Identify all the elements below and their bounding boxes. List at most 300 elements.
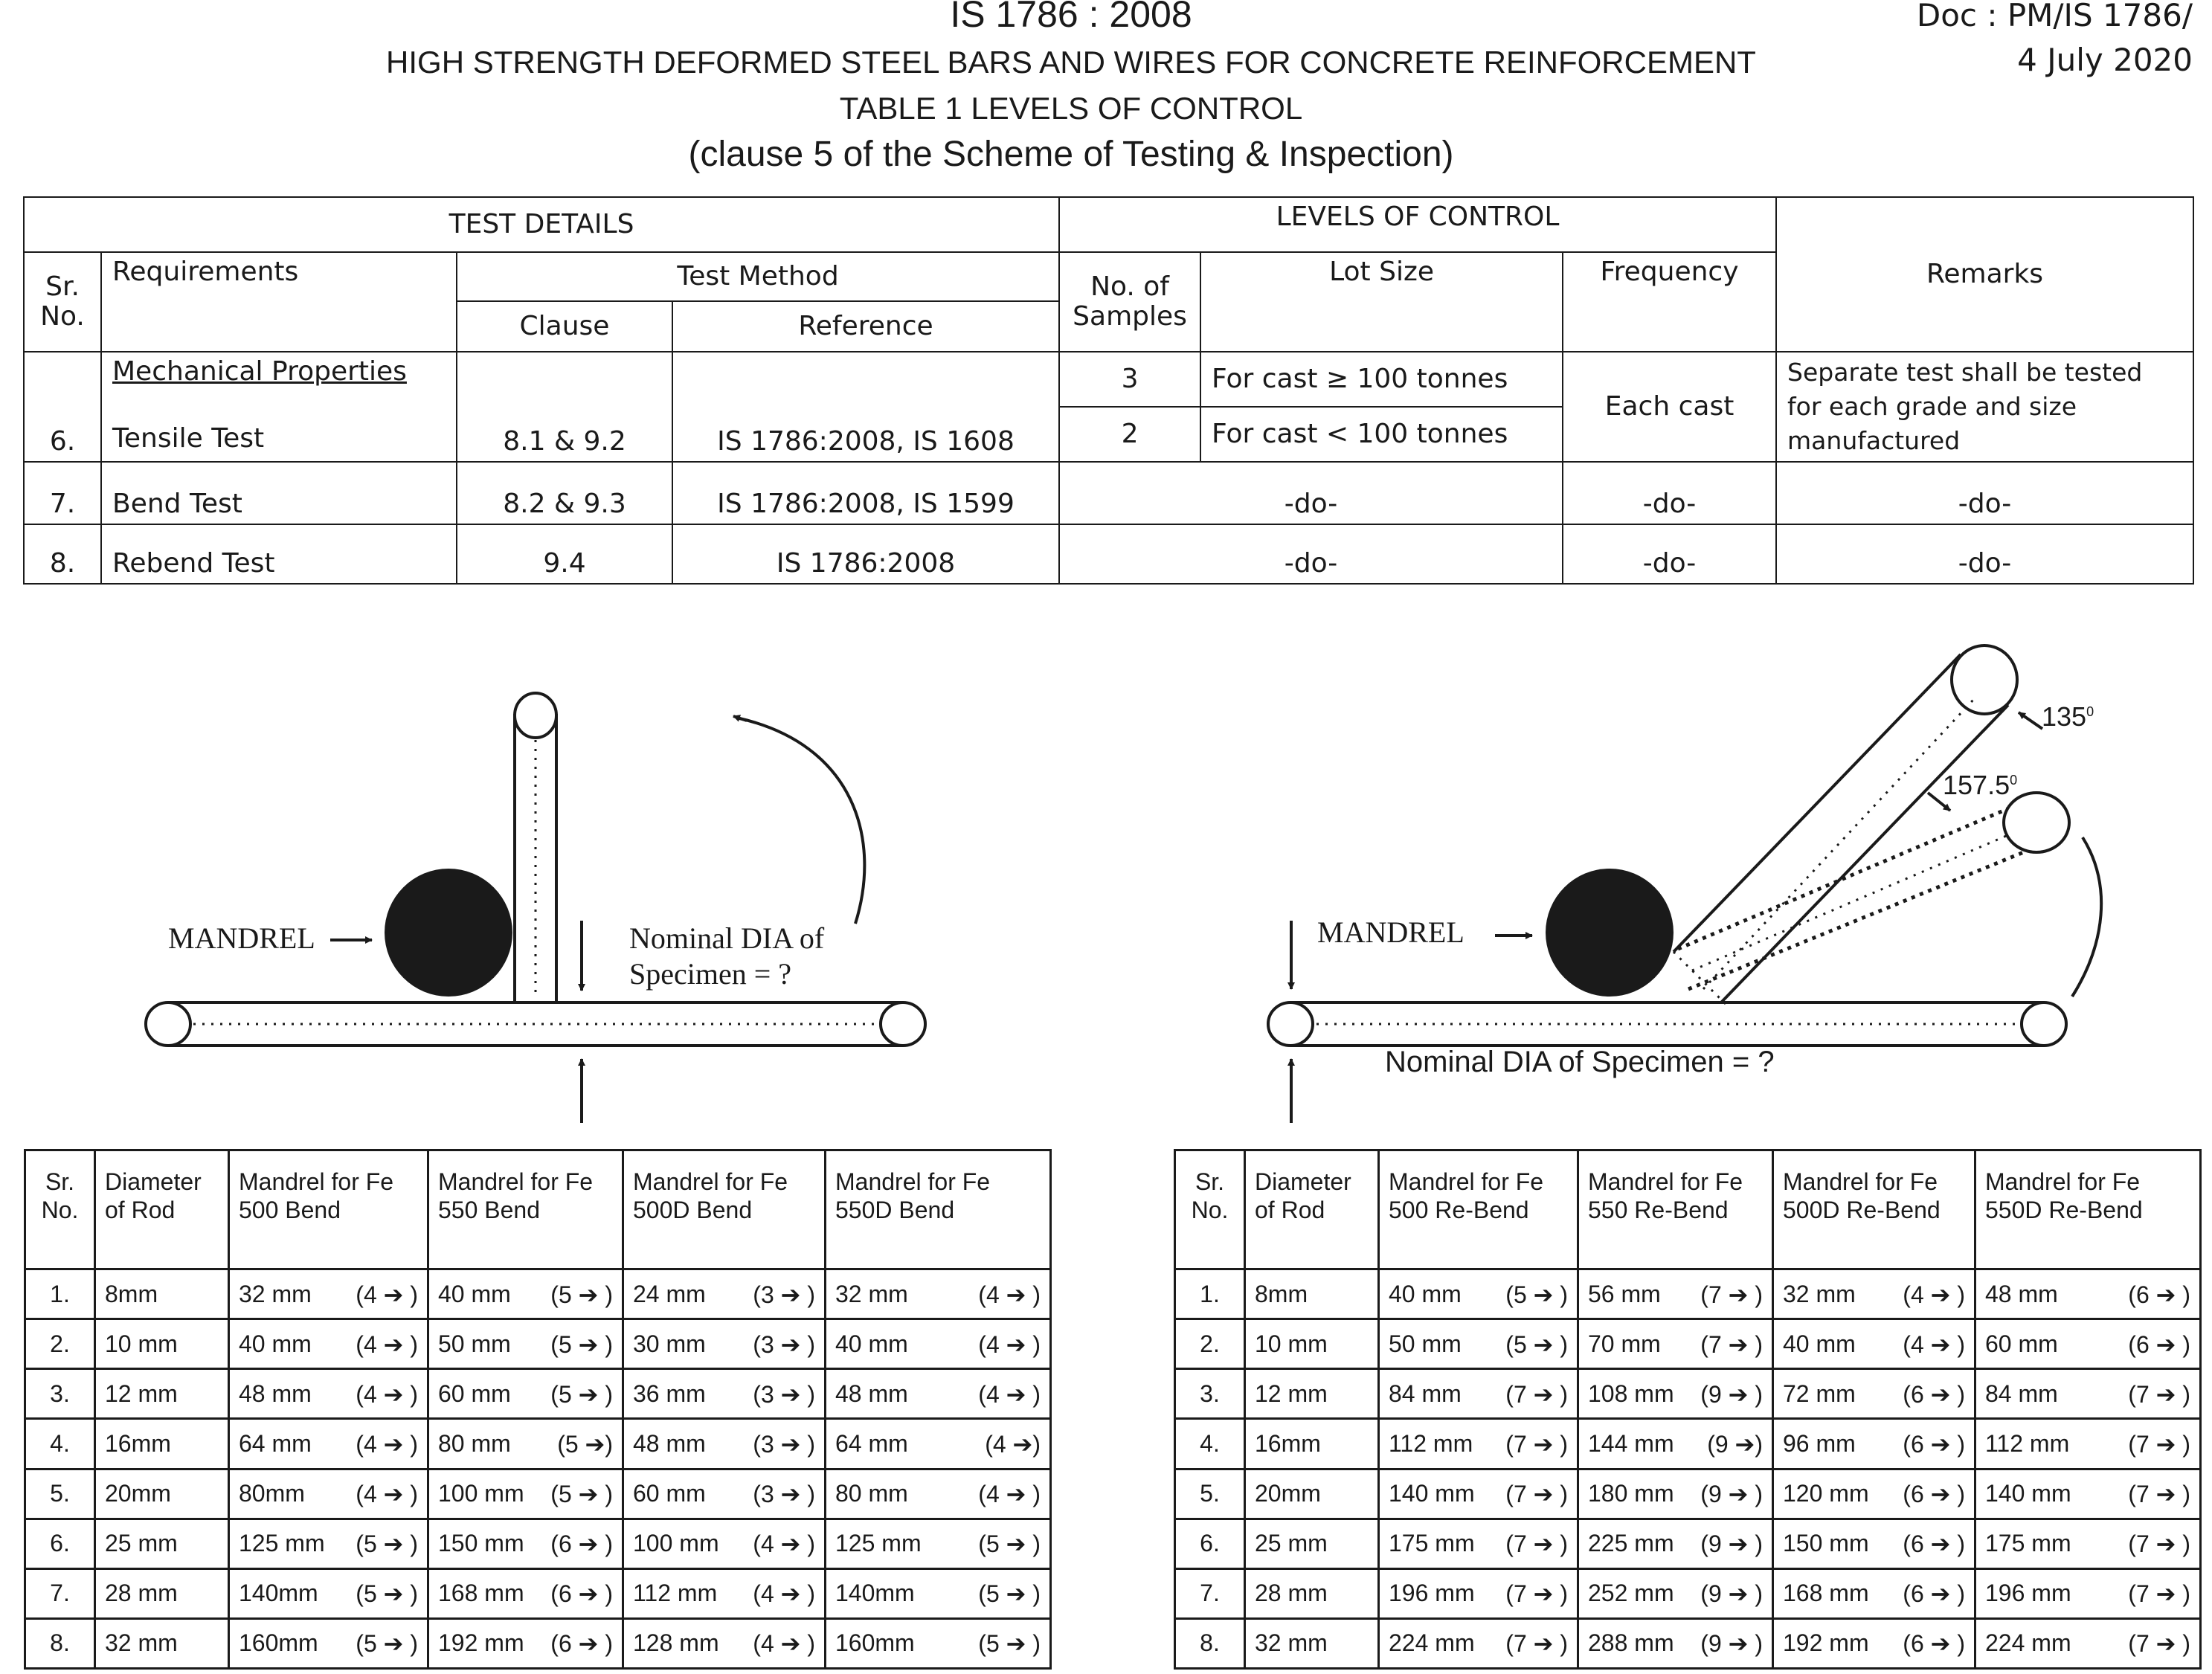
mandrel-disc bbox=[385, 869, 512, 997]
diameter-multiplier: (6 ➔ ) bbox=[550, 1630, 613, 1658]
sr-cell: 6. bbox=[1175, 1519, 1245, 1568]
mandrel-size: 48 mm bbox=[835, 1380, 908, 1407]
column-header: Sr. No. bbox=[1175, 1150, 1245, 1269]
table-row bbox=[1175, 1319, 2201, 1369]
diameter-multiplier: (7 ➔ ) bbox=[1505, 1380, 1568, 1408]
row-8-frequency: -do- bbox=[1563, 524, 1776, 584]
mandrel-cell bbox=[1975, 1469, 2201, 1519]
table-row bbox=[25, 1269, 1051, 1319]
sr-cell: 7. bbox=[25, 1568, 95, 1618]
angle-135-label: $135^0$ bbox=[2042, 701, 2094, 732]
row-8-reference: IS 1786:2008 bbox=[672, 524, 1059, 584]
mandrel-size: 84 mm bbox=[1985, 1380, 2058, 1407]
table-row bbox=[1175, 1519, 2201, 1568]
header-lot-size: Lot Size bbox=[1200, 252, 1563, 352]
sr-cell: 3. bbox=[25, 1369, 95, 1419]
mandrel-cell bbox=[1975, 1618, 2201, 1668]
header-clause: Clause bbox=[457, 301, 672, 352]
document-title: HIGH STRENGTH DEFORMED STEEL BARS AND WIRES FOR CONCRETE REINFORCEMENT bbox=[386, 45, 1756, 80]
row-7-sr: 7. bbox=[24, 462, 101, 524]
mandrel-cell bbox=[1975, 1519, 2201, 1568]
row-6-remarks: Separate test shall be tested for each grade and size manufactured bbox=[1776, 352, 2193, 462]
rebend-mandrel-label: MANDREL bbox=[1317, 915, 1465, 949]
mandrel-cell bbox=[229, 1618, 428, 1668]
row-6-samples-a: 3 bbox=[1059, 352, 1200, 407]
bent-leg-end bbox=[515, 693, 556, 738]
mandrel-cell bbox=[1578, 1419, 1773, 1469]
diameter-multiplier: (7 ➔ ) bbox=[2128, 1430, 2190, 1458]
bend-dia-label-line2: Specimen = ? bbox=[629, 957, 792, 991]
diameter-multiplier: (7 ➔ ) bbox=[2128, 1481, 2190, 1508]
mandrel-size: 32 mm bbox=[835, 1280, 908, 1307]
table-row bbox=[25, 1618, 1051, 1668]
diameter-multiplier: (4 ➔ ) bbox=[1903, 1330, 1965, 1358]
header-no-of-samples: No. of Samples bbox=[1059, 252, 1200, 352]
mandrel-size: 108 mm bbox=[1588, 1380, 1674, 1407]
row-8-clause: 9.4 bbox=[457, 524, 672, 584]
mandrel-size: 40 mm bbox=[438, 1280, 511, 1307]
diameter-cell: 20mm bbox=[95, 1469, 229, 1519]
bend-mandrel-table bbox=[24, 1149, 1049, 1670]
mandrel-cell bbox=[623, 1269, 826, 1319]
row-8-requirement: Rebend Test bbox=[101, 524, 457, 584]
diameter-multiplier: (4 ➔ ) bbox=[978, 1281, 1041, 1308]
row-6-lot-a: For cast ≥ 100 tonnes bbox=[1200, 352, 1563, 407]
diameter-cell: 8mm bbox=[95, 1269, 229, 1319]
mandrel-size: 112 mm bbox=[633, 1580, 718, 1607]
mandrel-cell bbox=[623, 1519, 826, 1568]
sr-cell: 1. bbox=[1175, 1269, 1245, 1319]
mandrel-size: 112 mm bbox=[1985, 1429, 2070, 1457]
table-title: TABLE 1 LEVELS OF CONTROL bbox=[839, 91, 1303, 126]
diameter-multiplier: (4 ➔ ) bbox=[356, 1281, 418, 1308]
sr-cell: 8. bbox=[1175, 1618, 1245, 1668]
diameter-multiplier: (5 ➔ ) bbox=[978, 1630, 1041, 1658]
column-header: Mandrel for Fe 550 Bend bbox=[428, 1150, 623, 1269]
row-6-samples-b: 2 bbox=[1059, 407, 1200, 462]
diameter-multiplier: (4 ➔ ) bbox=[356, 1380, 418, 1408]
diameter-cell: 28 mm bbox=[1245, 1568, 1379, 1618]
diameter-multiplier: (5 ➔ ) bbox=[978, 1580, 1041, 1608]
angle-157-5-label: 157.5$^0$ bbox=[1943, 770, 2018, 800]
sr-cell: 3. bbox=[1175, 1369, 1245, 1419]
diameter-multiplier: (7 ➔ ) bbox=[2128, 1530, 2190, 1558]
mandrel-cell bbox=[1379, 1519, 1578, 1568]
mandrel-size: 225 mm bbox=[1588, 1530, 1674, 1557]
bend-mandrel-label: MANDREL bbox=[168, 921, 315, 955]
diameter-multiplier: (4 ➔ ) bbox=[753, 1630, 815, 1658]
row-6-requirement: Tensile Test bbox=[112, 423, 265, 454]
diameter-multiplier: (5 ➔) bbox=[557, 1430, 613, 1458]
table-row bbox=[1175, 1269, 2201, 1319]
diameter-multiplier: (7 ➔ ) bbox=[1700, 1330, 1763, 1358]
mandrel-size: 224 mm bbox=[1389, 1629, 1475, 1657]
diameter-multiplier: (5 ➔ ) bbox=[1505, 1281, 1568, 1308]
column-header: Sr. No. bbox=[25, 1150, 95, 1269]
mandrel-cell bbox=[428, 1469, 623, 1519]
mandrel-size: 120 mm bbox=[1783, 1480, 1869, 1507]
table-row bbox=[25, 1568, 1051, 1618]
diameter-cell: 8mm bbox=[1245, 1269, 1379, 1319]
mandrel-size: 252 mm bbox=[1588, 1580, 1674, 1607]
specimen-end-right bbox=[881, 1002, 925, 1046]
mandrel-cell bbox=[826, 1369, 1051, 1419]
row-8-sr: 8. bbox=[24, 524, 101, 584]
mandrel-size: 224 mm bbox=[1985, 1629, 2071, 1657]
row-6-frequency: Each cast bbox=[1563, 352, 1776, 462]
table-row bbox=[1175, 1568, 2201, 1618]
mandrel-cell bbox=[623, 1419, 826, 1469]
mandrel-size: 140mm bbox=[835, 1580, 915, 1607]
mandrel-cell bbox=[428, 1568, 623, 1618]
diameter-multiplier: (6 ➔ ) bbox=[1903, 1430, 1965, 1458]
diameter-multiplier: (6 ➔ ) bbox=[2128, 1281, 2190, 1308]
sr-cell: 5. bbox=[25, 1469, 95, 1519]
header-remarks: Remarks bbox=[1776, 197, 2193, 352]
row-6-sr: 6. bbox=[24, 352, 101, 462]
mandrel-size: 80 mm bbox=[835, 1480, 908, 1507]
mandrel-size: 60 mm bbox=[1985, 1330, 2058, 1357]
diameter-multiplier: (9 ➔ ) bbox=[1700, 1630, 1763, 1658]
row-7-reference: IS 1786:2008, IS 1599 bbox=[672, 462, 1059, 524]
rebend-specimen-end-right bbox=[2022, 1002, 2066, 1046]
diameter-multiplier: (3 ➔ ) bbox=[753, 1330, 815, 1358]
mandrel-cell bbox=[826, 1269, 1051, 1319]
header-levels-of-control: LEVELS OF CONTROL bbox=[1059, 197, 1776, 252]
diameter-multiplier: (4 ➔) bbox=[985, 1430, 1041, 1458]
diameter-multiplier: (6 ➔ ) bbox=[1903, 1380, 1965, 1408]
row-6-lot-b: For cast < 100 tonnes bbox=[1200, 407, 1563, 462]
mandrel-cell bbox=[428, 1519, 623, 1568]
sr-cell: 7. bbox=[1175, 1568, 1245, 1618]
mandrel-size: 140 mm bbox=[1389, 1480, 1475, 1507]
mandrel-cell bbox=[1773, 1568, 1975, 1618]
sr-cell: 4. bbox=[1175, 1419, 1245, 1469]
diameter-cell: 12 mm bbox=[1245, 1369, 1379, 1419]
table-row bbox=[25, 1469, 1051, 1519]
diameter-multiplier: (7 ➔ ) bbox=[1505, 1430, 1568, 1458]
row-7-remarks: -do- bbox=[1776, 462, 2193, 524]
mandrel-cell bbox=[1773, 1519, 1975, 1568]
diameter-multiplier: (4 ➔ ) bbox=[978, 1330, 1041, 1358]
clause-note: (clause 5 of the Scheme of Testing & Inspection) bbox=[688, 135, 1454, 174]
diameter-multiplier: (5 ➔ ) bbox=[550, 1330, 613, 1358]
mandrel-cell bbox=[1773, 1618, 1975, 1668]
table-row bbox=[25, 1419, 1051, 1469]
diameter-multiplier: (7 ➔ ) bbox=[1505, 1630, 1568, 1658]
mandrel-size: 80 mm bbox=[438, 1429, 511, 1457]
column-header: Mandrel for Fe 500 Re-Bend bbox=[1379, 1150, 1578, 1269]
mandrel-size: 128 mm bbox=[633, 1629, 719, 1657]
mandrel-cell bbox=[826, 1618, 1051, 1668]
mandrel-cell bbox=[1578, 1269, 1773, 1319]
row-7-levels: -do- bbox=[1059, 462, 1563, 524]
mandrel-cell bbox=[229, 1469, 428, 1519]
diameter-cell: 25 mm bbox=[95, 1519, 229, 1568]
diameter-multiplier: (7 ➔ ) bbox=[1505, 1530, 1568, 1558]
mandrel-size: 150 mm bbox=[438, 1530, 524, 1557]
diameter-multiplier: (5 ➔ ) bbox=[550, 1380, 613, 1408]
diameter-cell: 12 mm bbox=[95, 1369, 229, 1419]
diameter-cell: 16mm bbox=[1245, 1419, 1379, 1469]
header-requirements: Requirements bbox=[101, 252, 457, 352]
mandrel-size: 144 mm bbox=[1588, 1429, 1674, 1457]
specimen-end-left bbox=[146, 1002, 190, 1046]
mandrel-cell bbox=[1578, 1469, 1773, 1519]
mandrel-size: 56 mm bbox=[1588, 1280, 1661, 1307]
mandrel-size: 180 mm bbox=[1588, 1480, 1674, 1507]
mandrel-cell bbox=[229, 1369, 428, 1419]
diameter-multiplier: (7 ➔ ) bbox=[2128, 1580, 2190, 1608]
mandrel-size: 100 mm bbox=[438, 1480, 524, 1507]
mandrel-size: 140 mm bbox=[1985, 1480, 2071, 1507]
diameter-multiplier: (5 ➔ ) bbox=[550, 1281, 613, 1308]
column-header: Diameter of Rod bbox=[1245, 1150, 1379, 1269]
mandrel-cell bbox=[428, 1618, 623, 1668]
header-test-method: Test Method bbox=[457, 252, 1059, 301]
table-row bbox=[25, 1519, 1051, 1568]
sr-cell: 2. bbox=[25, 1319, 95, 1369]
diameter-multiplier: (4 ➔ ) bbox=[356, 1330, 418, 1358]
diameter-multiplier: (4 ➔ ) bbox=[356, 1430, 418, 1458]
mandrel-size: 32 mm bbox=[1783, 1280, 1856, 1307]
table-row bbox=[25, 1319, 1051, 1369]
diameter-multiplier: (7 ➔ ) bbox=[1700, 1281, 1763, 1308]
mandrel-cell bbox=[229, 1419, 428, 1469]
diameter-cell: 16mm bbox=[95, 1419, 229, 1469]
mandrel-cell bbox=[1379, 1319, 1578, 1369]
diameter-cell: 20mm bbox=[1245, 1469, 1379, 1519]
mandrel-cell bbox=[428, 1369, 623, 1419]
standard-number: IS 1786 : 2008 bbox=[950, 0, 1192, 35]
mandrel-cell bbox=[1773, 1469, 1975, 1519]
column-header: Mandrel for Fe 550D Re-Bend bbox=[1975, 1150, 2201, 1269]
diameter-multiplier: (5 ➔ ) bbox=[356, 1630, 418, 1658]
mandrel-cell bbox=[1578, 1369, 1773, 1419]
diameter-multiplier: (3 ➔ ) bbox=[753, 1430, 815, 1458]
rebend-dia-label: Nominal DIA of Specimen = ? bbox=[1385, 1046, 1775, 1078]
mandrel-cell bbox=[1379, 1419, 1578, 1469]
sr-cell: 4. bbox=[25, 1419, 95, 1469]
mandrel-cell bbox=[229, 1269, 428, 1319]
diameter-multiplier: (6 ➔ ) bbox=[1903, 1481, 1965, 1508]
bend-direction-arc bbox=[736, 718, 864, 924]
row-7-clause: 8.2 & 9.3 bbox=[457, 462, 672, 524]
mandrel-size: 40 mm bbox=[1389, 1280, 1462, 1307]
diameter-multiplier: (9 ➔ ) bbox=[1700, 1380, 1763, 1408]
mandrel-cell bbox=[826, 1519, 1051, 1568]
mandrel-size: 288 mm bbox=[1588, 1629, 1674, 1657]
diameter-multiplier: (5 ➔ ) bbox=[356, 1580, 418, 1608]
mandrel-cell bbox=[428, 1419, 623, 1469]
mandrel-size: 40 mm bbox=[239, 1330, 312, 1357]
diameter-cell: 10 mm bbox=[1245, 1319, 1379, 1369]
mandrel-size: 48 mm bbox=[633, 1429, 706, 1457]
column-header: Mandrel for Fe 500 Bend bbox=[229, 1150, 428, 1269]
mandrel-size: 160mm bbox=[239, 1629, 318, 1657]
diameter-multiplier: (3 ➔ ) bbox=[753, 1281, 815, 1308]
header-sr-no: Sr. No. bbox=[24, 252, 101, 352]
mandrel-size: 50 mm bbox=[1389, 1330, 1462, 1357]
row-7-requirement: Bend Test bbox=[101, 462, 457, 524]
mandrel-size: 40 mm bbox=[1783, 1330, 1856, 1357]
mandrel-cell bbox=[1578, 1618, 1773, 1668]
diameter-multiplier: (4 ➔ ) bbox=[978, 1380, 1041, 1408]
mandrel-cell bbox=[826, 1568, 1051, 1618]
mandrel-size: 125 mm bbox=[835, 1530, 922, 1557]
mandrel-size: 64 mm bbox=[239, 1429, 312, 1457]
diameter-multiplier: (5 ➔ ) bbox=[978, 1530, 1041, 1558]
mandrel-cell bbox=[623, 1618, 826, 1668]
mandrel-size: 196 mm bbox=[1985, 1580, 2071, 1607]
mandrel-cell bbox=[229, 1568, 428, 1618]
mandrel-size: 150 mm bbox=[1783, 1530, 1869, 1557]
mandrel-size: 48 mm bbox=[1985, 1280, 2058, 1307]
diameter-cell: 25 mm bbox=[1245, 1519, 1379, 1568]
mandrel-size: 168 mm bbox=[1783, 1580, 1869, 1607]
diameter-multiplier: (4 ➔ ) bbox=[1903, 1281, 1965, 1308]
diameter-cell: 10 mm bbox=[95, 1319, 229, 1369]
header-reference: Reference bbox=[672, 301, 1059, 352]
diameter-multiplier: (5 ➔ ) bbox=[1505, 1330, 1568, 1358]
mandrel-size: 125 mm bbox=[239, 1530, 325, 1557]
mandrel-size: 32 mm bbox=[239, 1280, 312, 1307]
mandrel-cell bbox=[826, 1469, 1051, 1519]
mandrel-size: 112 mm bbox=[1389, 1429, 1473, 1457]
diameter-multiplier: (7 ➔ ) bbox=[2128, 1380, 2190, 1408]
mandrel-cell bbox=[623, 1469, 826, 1519]
mandrel-cell bbox=[623, 1369, 826, 1419]
diameter-multiplier: (9 ➔ ) bbox=[1700, 1580, 1763, 1608]
sr-cell: 1. bbox=[25, 1269, 95, 1319]
mandrel-cell bbox=[1773, 1319, 1975, 1369]
column-header: Mandrel for Fe 500D Bend bbox=[623, 1150, 826, 1269]
table-row bbox=[1175, 1618, 2201, 1668]
diameter-cell: 32 mm bbox=[1245, 1618, 1379, 1668]
table-row bbox=[1175, 1369, 2201, 1419]
mandrel-size: 80mm bbox=[239, 1480, 305, 1507]
diameter-multiplier: (4 ➔ ) bbox=[356, 1481, 418, 1508]
mandrel-size: 96 mm bbox=[1783, 1429, 1856, 1457]
bend-figure bbox=[146, 693, 925, 1123]
sr-cell: 8. bbox=[25, 1618, 95, 1668]
diameter-multiplier: (9 ➔ ) bbox=[1700, 1481, 1763, 1508]
diameter-multiplier: (6 ➔ ) bbox=[1903, 1530, 1965, 1558]
mandrel-size: 70 mm bbox=[1588, 1330, 1661, 1357]
mandrel-size: 30 mm bbox=[633, 1330, 706, 1357]
mandrel-cell bbox=[826, 1419, 1051, 1469]
diameter-multiplier: (6 ➔ ) bbox=[1903, 1580, 1965, 1608]
mandrel-cell bbox=[1379, 1618, 1578, 1668]
column-header: Mandrel for Fe 550 Re-Bend bbox=[1578, 1150, 1773, 1269]
mandrel-cell bbox=[623, 1319, 826, 1369]
diameter-multiplier: (6 ➔ ) bbox=[550, 1530, 613, 1558]
angle-135-arrow bbox=[2019, 712, 2042, 729]
leg-end-135 bbox=[1952, 646, 2017, 714]
sr-cell: 2. bbox=[1175, 1319, 1245, 1369]
row-8-remarks: -do- bbox=[1776, 524, 2193, 584]
table-row bbox=[25, 1369, 1051, 1419]
mandrel-cell bbox=[1578, 1519, 1773, 1568]
mandrel-cell bbox=[1975, 1369, 2201, 1419]
sr-cell: 6. bbox=[25, 1519, 95, 1568]
mandrel-cell bbox=[1975, 1568, 2201, 1618]
diameter-cell: 32 mm bbox=[95, 1618, 229, 1668]
mandrel-size: 60 mm bbox=[438, 1380, 511, 1407]
mandrel-cell bbox=[229, 1319, 428, 1369]
table-row bbox=[1175, 1469, 2201, 1519]
leg-end-157-5 bbox=[2004, 793, 2069, 852]
mandrel-size: 175 mm bbox=[1389, 1530, 1475, 1557]
bend-test-figures bbox=[0, 617, 2212, 1138]
mandrel-cell bbox=[1379, 1568, 1578, 1618]
mandrel-size: 175 mm bbox=[1985, 1530, 2071, 1557]
mandrel-size: 140mm bbox=[239, 1580, 318, 1607]
mandrel-size: 40 mm bbox=[835, 1330, 908, 1357]
rebend-mandrel-table bbox=[1174, 1149, 2199, 1670]
column-header: Mandrel for Fe 500D Re-Bend bbox=[1773, 1150, 1975, 1269]
diameter-multiplier: (4 ➔ ) bbox=[978, 1481, 1041, 1508]
mandrel-cell bbox=[1975, 1419, 2201, 1469]
diameter-multiplier: (5 ➔ ) bbox=[356, 1530, 418, 1558]
mandrel-cell bbox=[1379, 1469, 1578, 1519]
bend-dia-label-line1: Nominal DIA of bbox=[629, 921, 825, 955]
diameter-cell: 28 mm bbox=[95, 1568, 229, 1618]
mandrel-size: 192 mm bbox=[1783, 1629, 1869, 1657]
mandrel-size: 192 mm bbox=[438, 1629, 524, 1657]
row-7-frequency: -do- bbox=[1563, 462, 1776, 524]
mandrel-cell bbox=[1578, 1319, 1773, 1369]
mandrel-cell bbox=[1379, 1269, 1578, 1319]
diameter-multiplier: (6 ➔ ) bbox=[1903, 1630, 1965, 1658]
mandrel-cell bbox=[623, 1568, 826, 1618]
column-header: Mandrel for Fe 550D Bend bbox=[826, 1150, 1051, 1269]
mandrel-cell bbox=[1773, 1269, 1975, 1319]
mandrel-size: 36 mm bbox=[633, 1380, 706, 1407]
mandrel-cell bbox=[229, 1519, 428, 1568]
mandrel-size: 84 mm bbox=[1389, 1380, 1462, 1407]
doc-reference: Doc : PM/IS 1786/ bbox=[1916, 0, 2193, 33]
mandrel-size: 72 mm bbox=[1783, 1380, 1856, 1407]
mandrel-size: 48 mm bbox=[239, 1380, 312, 1407]
diameter-multiplier: (7 ➔ ) bbox=[1505, 1481, 1568, 1508]
mandrel-cell bbox=[1975, 1269, 2201, 1319]
sr-cell: 5. bbox=[1175, 1469, 1245, 1519]
mandrel-cell bbox=[1578, 1568, 1773, 1618]
mandrel-cell bbox=[1975, 1319, 2201, 1369]
diameter-multiplier: (9 ➔) bbox=[1707, 1430, 1763, 1458]
mandrel-size: 100 mm bbox=[633, 1530, 719, 1557]
diameter-multiplier: (9 ➔ ) bbox=[1700, 1530, 1763, 1558]
header-test-details: TEST DETAILS bbox=[24, 197, 1059, 252]
rebend-specimen-end-left bbox=[1268, 1002, 1313, 1046]
column-header: Diameter of Rod bbox=[95, 1150, 229, 1269]
diameter-multiplier: (6 ➔ ) bbox=[2128, 1330, 2190, 1358]
mandrel-cell bbox=[826, 1319, 1051, 1369]
table-row bbox=[1175, 1419, 2201, 1469]
mandrel-cell bbox=[428, 1269, 623, 1319]
mandrel-size: 24 mm bbox=[633, 1280, 706, 1307]
mandrel-size: 64 mm bbox=[835, 1429, 908, 1457]
row-6-reference: IS 1786:2008, IS 1608 bbox=[672, 352, 1059, 462]
doc-date: 4 July 2020 bbox=[2017, 42, 2193, 78]
diameter-multiplier: (7 ➔ ) bbox=[2128, 1630, 2190, 1658]
mandrel-size: 50 mm bbox=[438, 1330, 511, 1357]
diameter-multiplier: (3 ➔ ) bbox=[753, 1481, 815, 1508]
mandrel-size: 168 mm bbox=[438, 1580, 524, 1607]
mandrel-cell bbox=[1773, 1419, 1975, 1469]
mandrel-size: 196 mm bbox=[1389, 1580, 1475, 1607]
